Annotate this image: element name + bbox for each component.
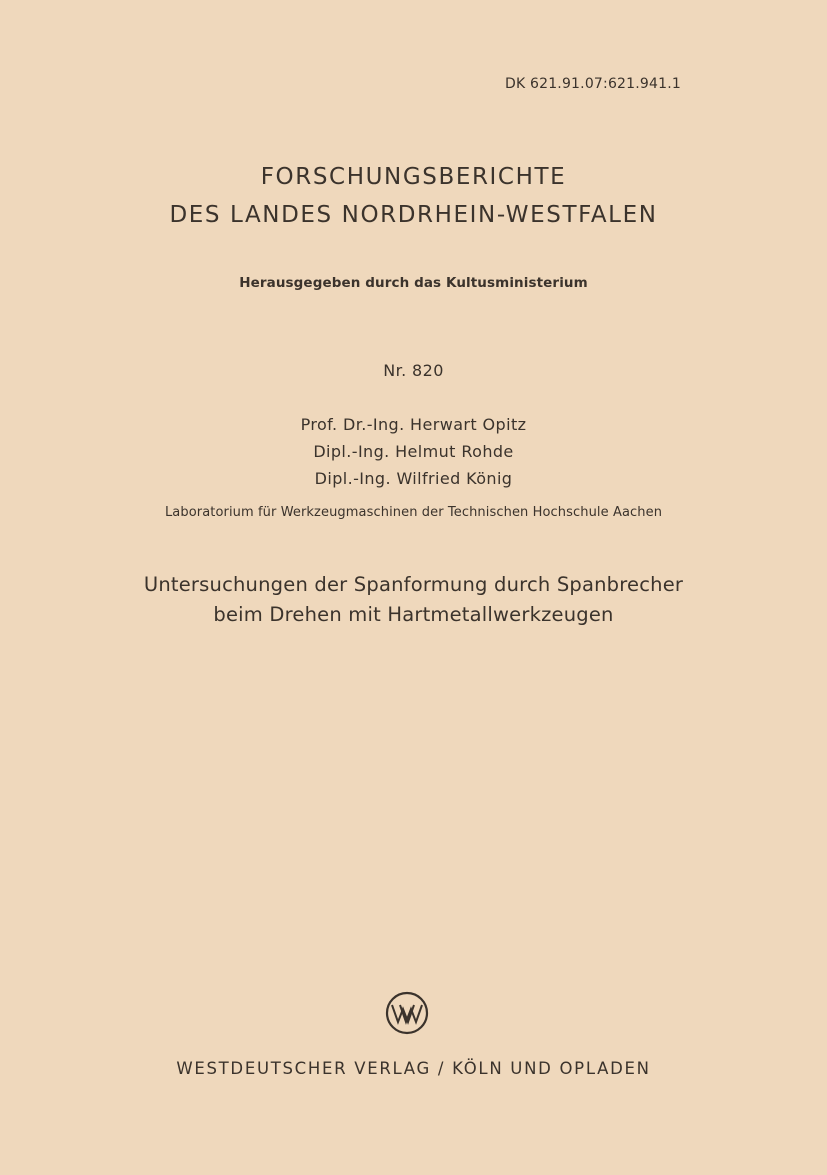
editor-note: Herausgegeben durch das Kultusministerium: [239, 275, 588, 291]
series-title-line-2: DES LANDES NORDRHEIN-WESTFALEN: [169, 202, 658, 228]
publisher-imprint: WESTDEUTSCHER VERLAG / KÖLN UND OPLADEN: [176, 1059, 651, 1078]
book-title-line-1: Untersuchungen der Spanformung durch Spanbrecher: [143, 573, 684, 596]
report-number: Nr. 820: [383, 361, 444, 380]
author-2: Dipl.-Ing. Helmut Rohde: [313, 442, 514, 461]
author-1: Prof. Dr.-Ing. Herwart Opitz: [300, 415, 527, 434]
book-title-line-2: beim Drehen mit Hartmetallwerkzeugen: [213, 603, 614, 626]
institute: Laboratorium für Werkzeugmaschinen der Technischen Hochschule Aachen: [164, 505, 663, 520]
classification-number: DK 621.91.07:621.941.1: [504, 76, 681, 92]
publisher-ww-logo-icon: [385, 991, 429, 1035]
author-3: Dipl.-Ing. Wilfried König: [314, 469, 513, 488]
series-title-line-1: FORSCHUNGSBERICHTE: [260, 164, 567, 190]
